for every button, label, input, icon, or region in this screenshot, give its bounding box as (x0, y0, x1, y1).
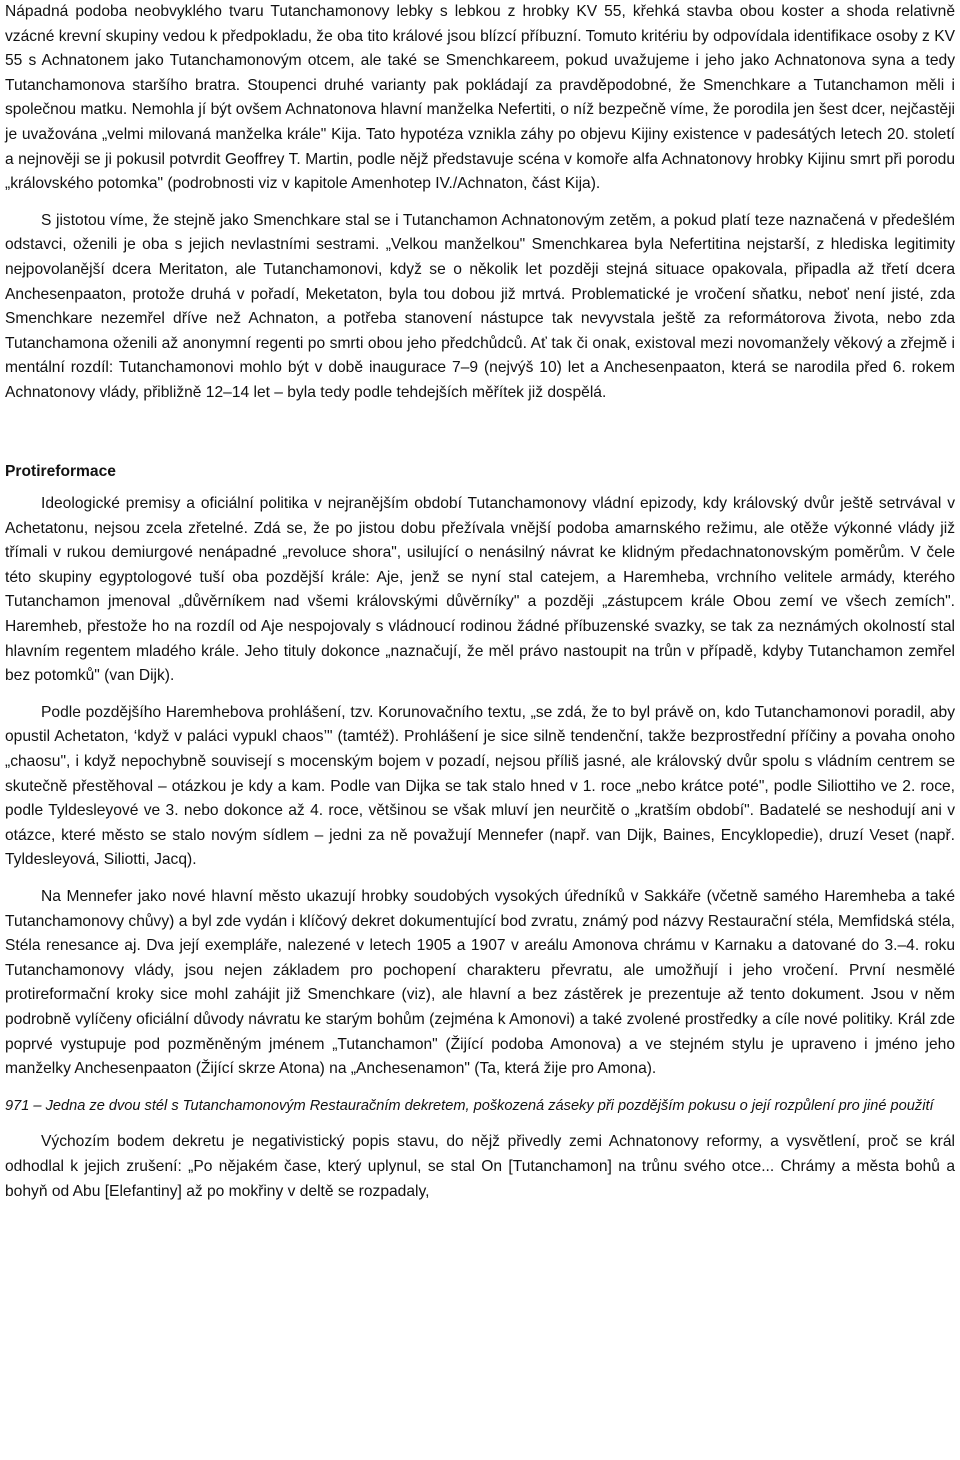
paragraph-intro-2: S jistotou víme, že stejně jako Smenchkare stal se i Tutanchamon Achnatonovým zetěm, a pokud platí teze naznačená v předešlém odstavci, oženili je oba s jejich nevlastními sestrami. „Velkou manželkou" Smenchkarea byla Nefertitina nejstarší, z hlediska legitimity nejpovolanější dcera Meritaton, ale Tutanchamonovi, když se o několik let později stejná situace opakovala, připadla až třetí dcera Anchesenpaaton, protože druhá v pořadí, Meketaton, byla tou dobou již mrtvá. Problematické je vročení sňatku, neboť není jisté, zda Smenchkare nezemřel dříve než Achnaton, a potřeba stanovení nástupce tak nevyvstala ještě za reformátorova života, nebo zda Tutanchamona oženili až anonymní regenti po smrti obou jeho předchůdců. Ať tak či onak, existoval mezi novomanžely věkový a zřejmě i mentální rozdíl: Tutanchamonovi mohlo být v době inaugurace 7–9 (nejvýš 10) let a Anchesenpaaton, která se narodila před 6. rokem Achnatonovy vlády, přibližně 12–14 let – byla tedy podle tehdejších měřítek již dospělá. (5, 211, 955, 401)
paragraph-protireformace-2: Podle pozdějšího Haremhebova prohlášení, tzv. Korunovačního textu, „se zdá, že to byl právě on, kdo Tutanchamonovi poradil, aby opustil Achetaton, ‘když v paláci vypukl chaos’" (tamtéž). Prohlášení je sice silně tendenční, takže bezprostřední příčiny a povaha onoho „chaosu", i když nepochybně souvisejí s mocenským bojem v pozadí, nejsou příliš jasné, ale královský dvůr spolu s vládním centrem se skutečně přestěhoval – otázkou je kdy a kam. Podle van Dijka se tak stalo hned v 1. roce „nebo krátce poté", podle Siliottiho ve 2. roce, podle Tyldesleyové ve 3. nebo dokonce až 4. roce, většinou se však mluví jen neurčitě o „kratším období". Badatelé se neshodují ani v otázce, které město se stalo novým sídlem – jedni za ně považují Mennefer (např. van Dijk, Baines, Encyklopedie), druzí Veset (např. Tyldesleyová, Siliotti, Jacq). (5, 703, 955, 869)
paragraph-protireformace-4: Výchozím bodem dekretu je negativistický popis stavu, do nějž přivedly zemi Achnatonovy reformy, a vysvětlení, proč se král odhodlal k jejich zrušení: „Po nějakém čase, který uplynul, se stal On [Tutanchamon] na trůnu svého otce... Chrámy a města bohů a bohyň od Abu [Elefantiny] až po mokřiny v deltě se rozpadaly, (5, 1133, 955, 1200)
figure-caption-971: 971 – Jedna ze dvou stél s Tutanchamonovým Restauračním dekretem, poškozená záseky při pozdějším pokusu o její rozpůlení pro jiné použití (5, 1097, 934, 1114)
paragraph-protireformace-1: Ideologické premisy a oficiální politika v nejranějším období Tutanchamonovy vládní epizody, kdy královský dvůr ještě setrvával v Achetatonu, nejsou zcela zřetelné. Zdá se, že po jistou dobu přežívala vnější podoba amarnského režimu, ale otěže výkonné vlády již třímali v rukou demiurgové nenápadné „revoluce shora", usilující o nenásilný návrat ke klidným předachnatonovským poměrům. V čele této skupiny egyptologové tuší oba pozdější krále: Aje, jenž se nyní stal catejem, a Haremheba, vrchního velitele armády, kterého Tutanchamon jmenoval „důvěrníkem nad všemi královskými důvěrníky" a později „zástupcem krále Obou zemí ve všech zemích". Haremheb, přestože ho na rozdíl od Aje nespojovaly s vládnoucí rodinou žádné příbuzenské svazky, se tak za neznámých okolností stal hlavním regentem mladého krále. Jeho tituly dokonce „naznačují, že měl právo nastoupit na trůn v případě, kdyby Tutanchamon zemřel bez potomků" (van Dijk). (5, 495, 955, 685)
section-heading-protireformace: Protireformace (5, 462, 116, 480)
paragraph-intro-1: Nápadná podoba neobvyklého tvaru Tutanchamonovy lebky s lebkou z hrobky KV 55, křehká stavba obou koster a shoda relativně vzácné krevní skupiny vedou k předpokladu, že oba tito králové jsou blízcí příbuzní. Tomuto kritériu by odpovídala identifikace osoby z KV 55 s Achnatonem jako Tutanchamonovým otcem, ale také se Smenchkareem, pokud uvažujeme i jeho jako Achnatonova syna a tedy Tutanchamonova staršího bratra. Stoupenci druhé varianty pak pokládají za pravděpodobné, že Smenchkare a Tutanchamon měli i společnou matku. Nemohla jí být ovšem Achnatonova hlavní manželka Nefertiti, o níž bezpečně víme, že porodila jen šest dcer, nejčastěji je uvažována „velmi milovaná manželka krále" Kija. Tato hypotéza vznikla záhy po objevu Kijiny existence v padesátých letech 20. století a nejnověji se ji pokusil potvrdit Geoffrey T. Martin, podle nějž představuje scéna v komoře alfa Achnatonovy hrobky Kijinu smrt při porodu „královského potomka" (podrobnosti viz v kapitole Amenhotep IV./Achnaton, část Kija). (5, 3, 955, 193)
paragraph-protireformace-3: Na Mennefer jako nové hlavní město ukazují hrobky soudobých vysokých úředníků v Sakkáře (včetně samého Haremheba a také Tutanchamonovy chůvy) a byl zde vydán i klíčový dekret dokumentující bod zvratu, známý pod názvy Restaurační stéla, Memfidská stéla, Stéla renesance aj. Dva její exempláře, nalezené v letech 1905 a 1907 v areálu Amonova chrámu v Karnaku a datované do 3.–4. roku Tutanchamonovy vlády, jsou nejen základem pro pochopení charakteru převratu, ale umožňují i jeho vročení. První nesmělé protireformační kroky sice mohl zahájit již Smenchkare (viz), ale hlavní a bez zástěrek je prezentuje až tento dokument. Jsou v něm podrobně vylíčeny oficiální důvody návratu ke starým bohům (zejména k Amonovi) a také zvolené prostředky a cíle nové politiky. Král zde poprvé vystupuje pod pozměněným jménem „Tutanchamon" (Žijící podoba Amonova) a ve stejném stylu je upraveno i jméno jeho manželky Anchesenpaaton (Žijící skrze Atona) na „Anchesenamon" (Ta, která žije pro Amona). (5, 888, 955, 1078)
